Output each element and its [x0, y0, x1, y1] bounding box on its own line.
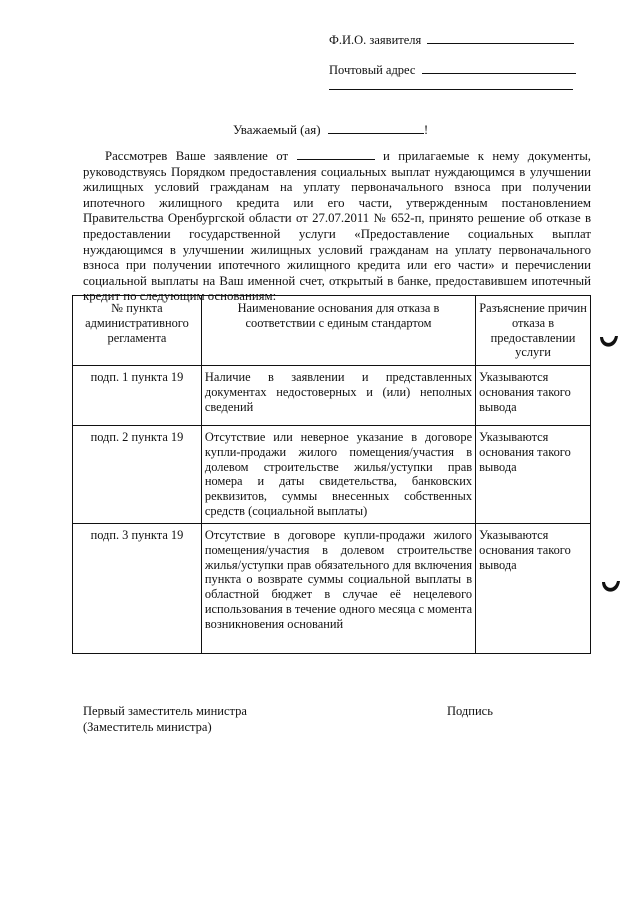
scan-mark-icon [598, 333, 620, 355]
row-refusal-reason: Наличие в заявлении и представленных документах недостоверных и (или) неполных сведений [201, 366, 475, 426]
row-refusal-reason: Отсутствие или неверное указание в договоре купли-продажи жилого помещения/участия в долевом строительстве жилья/уступки прав номера и даты свидетельства, банковских реквизитов, суммы внесенных собственных средств (социальной выплаты) [201, 426, 475, 524]
greeting [233, 121, 428, 138]
letter-paragraph [83, 149, 591, 305]
applicant-name-label: Ф.И.О. заявителя [329, 33, 422, 47]
letter-text-part1: Рассмотрев Ваше заявление от [105, 149, 289, 163]
row-refusal-reason: Отсутствие в договоре купли-продажи жилого помещения/участия в долевом строительстве жилья/уступки прав обязательного для включения пункта о возврате суммы социальной выплаты в областной бюджет в случае её нецелевого использования в течение одного месяца с момента возникновения оснований [201, 524, 475, 654]
header-point-number: № пункта административного регламента [73, 296, 202, 366]
greeting-name-blank [328, 121, 424, 134]
application-date-blank [297, 149, 375, 160]
signature-label: Подпись [447, 704, 493, 718]
signatory-position-line2: (Заместитель министра) [83, 720, 212, 734]
applicant-name-row [329, 31, 574, 48]
postal-address-blank-line-2 [329, 89, 573, 90]
postal-address-blank [422, 61, 576, 74]
letter-text-part2: и прилагаемые к нему документы, руководствуясь Порядком предоставления социальных выплат нуждающимся в улучшении жилищных условий гражданам на уплату первоначального взноса при получении ипотечного жилищного кредита или его части, утвержденным постановлением Правительства Оренбургской области от 27.07.2011 № 652-п, принято решение об отказе в предоставлении государственной услуги «Предоставление социальных выплат нуждающимся в улучшении жилищных условий гражданам на уплату первоначального взноса при получении ипотечного жилищного кредита или его части» и перечислении социальной выплаты на Ваш именной счет, открытый в банке, предоставившем ипотечный кредит по следующим основаниям: [83, 149, 592, 304]
postal-address-row [329, 61, 576, 78]
row-explanation: Указываются основания такого вывода [476, 426, 591, 524]
postal-address-label: Почтовый адрес [329, 63, 416, 77]
signatory-position-line1: Первый заместитель министра [83, 704, 247, 718]
letter-body [83, 149, 591, 305]
header-refusal-reason: Наименование основания для отказа в соответствии с единым стандартом [201, 296, 475, 366]
header-explanation: Разъяснение причин отказа в предоставлении услуги [476, 296, 591, 366]
row-point-number: подп. 2 пункта 19 [73, 426, 202, 524]
row-explanation: Указываются основания такого вывода [476, 366, 591, 426]
applicant-name-blank [427, 31, 574, 44]
refusal-reasons-table [72, 295, 591, 654]
scan-mark-icon [600, 578, 622, 600]
greeting-exclamation: ! [423, 122, 429, 137]
table-row [73, 524, 591, 654]
table-header-row [73, 296, 591, 366]
row-point-number: подп. 3 пункта 19 [73, 524, 202, 654]
row-explanation: Указываются основания такого вывода [476, 524, 591, 654]
table-row [73, 426, 591, 524]
greeting-text: Уважаемый (ая) [233, 122, 321, 137]
signatory-position [83, 703, 247, 735]
row-point-number: подп. 1 пункта 19 [73, 366, 202, 426]
table-row [73, 366, 591, 426]
